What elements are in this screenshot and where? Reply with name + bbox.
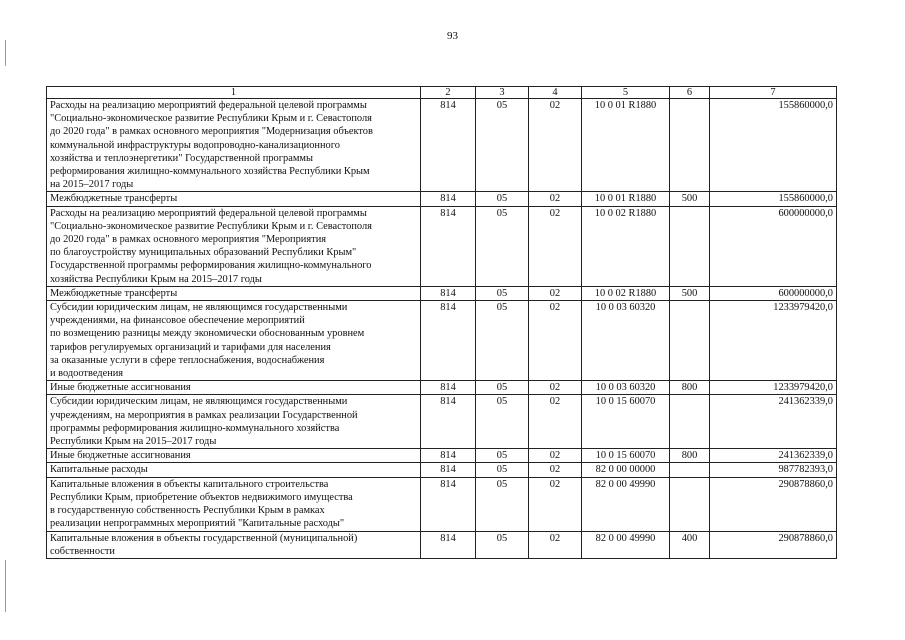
expense-type-code: 800 xyxy=(670,449,710,463)
table-row xyxy=(47,477,837,531)
subsection-code: 02 xyxy=(529,477,582,531)
target-article-code: 10 0 15 60070 xyxy=(582,449,670,463)
column-number: 5 xyxy=(582,87,670,99)
subsection-code: 02 xyxy=(529,449,582,463)
budget-table xyxy=(46,86,837,559)
row-description: Капитальные вложения в объекты государственной (муниципальной) собственности xyxy=(47,531,421,558)
ministry-code: 814 xyxy=(421,192,476,206)
amount-value: 1233979420,0 xyxy=(710,301,837,381)
ministry-code: 814 xyxy=(421,286,476,300)
expense-type-code xyxy=(670,99,710,192)
section-code: 05 xyxy=(476,286,529,300)
ministry-code: 814 xyxy=(421,206,476,286)
expense-type-code xyxy=(670,477,710,531)
subsection-code: 02 xyxy=(529,301,582,381)
section-code: 05 xyxy=(476,99,529,192)
amount-value: 155860000,0 xyxy=(710,192,837,206)
column-number: 3 xyxy=(476,87,529,99)
column-number: 6 xyxy=(670,87,710,99)
section-code: 05 xyxy=(476,192,529,206)
row-description: Межбюджетные трансферты xyxy=(47,192,421,206)
section-code: 05 xyxy=(476,206,529,286)
expense-type-code xyxy=(670,463,710,477)
amount-value: 987782393,0 xyxy=(710,463,837,477)
amount-value: 600000000,0 xyxy=(710,206,837,286)
row-description: Иные бюджетные ассигнования xyxy=(47,449,421,463)
row-description: Капитальные расходы xyxy=(47,463,421,477)
target-article-code: 10 0 02 R1880 xyxy=(582,286,670,300)
table-row xyxy=(47,192,837,206)
row-description: Расходы на реализацию мероприятий федеральной целевой программы "Социально-экономическое развитие Республики Крым и г. Севастополя до 2020 года" в рамках основного мероприятия "Модернизация объектов коммунальной инфраструктуры водопроводно-канализационного хозяйства и теплоэнергетики" Государственной программы реформирования жилищно-коммунального хозяйства Республики Крым на 2015–2017 годы xyxy=(47,99,421,192)
subsection-code: 02 xyxy=(529,531,582,558)
scan-edge-mark xyxy=(5,40,6,66)
amount-value: 290878860,0 xyxy=(710,477,837,531)
expense-type-code: 400 xyxy=(670,531,710,558)
budget-table-body xyxy=(47,87,837,559)
table-row xyxy=(47,206,837,286)
subsection-code: 02 xyxy=(529,381,582,395)
ministry-code: 814 xyxy=(421,301,476,381)
table-row xyxy=(47,531,837,558)
column-number: 7 xyxy=(710,87,837,99)
ministry-code: 814 xyxy=(421,449,476,463)
section-code: 05 xyxy=(476,395,529,449)
table-row xyxy=(47,286,837,300)
amount-value: 1233979420,0 xyxy=(710,381,837,395)
amount-value: 241362339,0 xyxy=(710,449,837,463)
amount-value: 241362339,0 xyxy=(710,395,837,449)
expense-type-code: 500 xyxy=(670,286,710,300)
subsection-code: 02 xyxy=(529,395,582,449)
ministry-code: 814 xyxy=(421,395,476,449)
target-article-code: 10 0 15 60070 xyxy=(582,395,670,449)
section-code: 05 xyxy=(476,381,529,395)
row-description: Субсидии юридическим лицам, не являющимся государственными учреждениям, на мероприятия в рамках реализации Государственной программы реформирования жилищно-коммунального хозяйства Республики Крым на 2015–2017 годы xyxy=(47,395,421,449)
table-row xyxy=(47,463,837,477)
target-article-code: 10 0 03 60320 xyxy=(582,301,670,381)
subsection-code: 02 xyxy=(529,99,582,192)
expense-type-code xyxy=(670,395,710,449)
row-description: Расходы на реализацию мероприятий федеральной целевой программы "Социально-экономическое развитие Республики Крым и г. Севастополя до 2020 года" в рамках основного мероприятия "Мероприятия по благоустройству муниципальных образований Республики Крым" Государственной программы реформирования жилищно-коммунального хозяйства Республики Крым на 2015–2017 годы xyxy=(47,206,421,286)
table-row xyxy=(47,301,837,381)
table-row xyxy=(47,381,837,395)
row-description: Иные бюджетные ассигнования xyxy=(47,381,421,395)
section-code: 05 xyxy=(476,301,529,381)
expense-type-code xyxy=(670,301,710,381)
section-code: 05 xyxy=(476,449,529,463)
row-description: Капитальные вложения в объекты капитального строительства Республики Крым, приобретение объектов недвижимого имущества в государственную собственность Республики Крым в рамках реализации непрограммных мероприятий "Капитальные расходы" xyxy=(47,477,421,531)
table-row xyxy=(47,99,837,192)
page-number: 93 xyxy=(447,30,458,42)
section-code: 05 xyxy=(476,531,529,558)
subsection-code: 02 xyxy=(529,286,582,300)
column-number-row xyxy=(47,87,837,99)
target-article-code: 10 0 03 60320 xyxy=(582,381,670,395)
expense-type-code: 800 xyxy=(670,381,710,395)
ministry-code: 814 xyxy=(421,463,476,477)
target-article-code: 10 0 01 R1880 xyxy=(582,99,670,192)
ministry-code: 814 xyxy=(421,99,476,192)
subsection-code: 02 xyxy=(529,463,582,477)
target-article-code: 10 0 01 R1880 xyxy=(582,192,670,206)
ministry-code: 814 xyxy=(421,381,476,395)
column-number: 4 xyxy=(529,87,582,99)
target-article-code: 82 0 00 49990 xyxy=(582,531,670,558)
ministry-code: 814 xyxy=(421,477,476,531)
scan-edge-mark xyxy=(5,560,6,612)
row-description: Субсидии юридическим лицам, не являющимся государственными учреждениями, на финансовое обеспечение мероприятий по возмещению разницы между экономически обоснованным уровнем тарифов регулируемых организаций и тарифами для населения за оказанные услуги в сфере теплоснабжения, водоснабжения и водоотведения xyxy=(47,301,421,381)
amount-value: 600000000,0 xyxy=(710,286,837,300)
section-code: 05 xyxy=(476,463,529,477)
target-article-code: 10 0 02 R1880 xyxy=(582,206,670,286)
amount-value: 290878860,0 xyxy=(710,531,837,558)
target-article-code: 82 0 00 00000 xyxy=(582,463,670,477)
row-description: Межбюджетные трансферты xyxy=(47,286,421,300)
target-article-code: 82 0 00 49990 xyxy=(582,477,670,531)
subsection-code: 02 xyxy=(529,192,582,206)
column-number: 1 xyxy=(47,87,421,99)
table-row xyxy=(47,395,837,449)
subsection-code: 02 xyxy=(529,206,582,286)
table-row xyxy=(47,449,837,463)
ministry-code: 814 xyxy=(421,531,476,558)
section-code: 05 xyxy=(476,477,529,531)
expense-type-code xyxy=(670,206,710,286)
expense-type-code: 500 xyxy=(670,192,710,206)
column-number: 2 xyxy=(421,87,476,99)
amount-value: 155860000,0 xyxy=(710,99,837,192)
